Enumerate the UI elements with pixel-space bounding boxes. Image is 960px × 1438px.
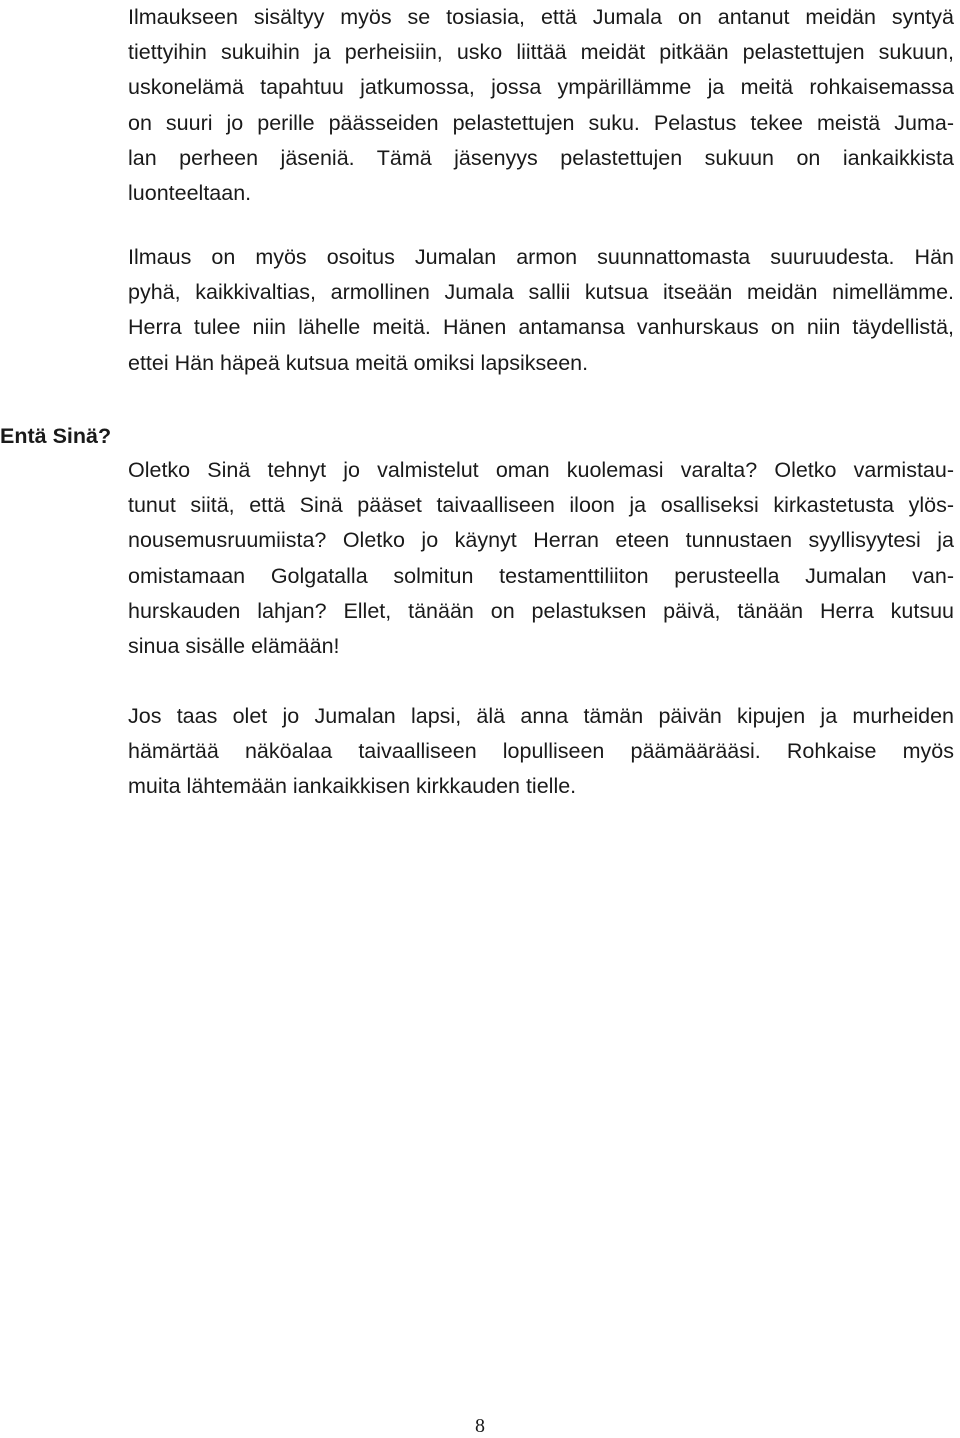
text-line: sinua sisälle elämään!	[128, 633, 340, 658]
page-number: 8	[475, 1415, 485, 1437]
text-line: uskonelämä tapahtuu jatkumossa, jossa ympärillämme ja meitä rohkaisemassa	[128, 75, 954, 100]
text-line: Ilmaukseen sisältyy myös se tosiasia, että Jumala on antanut meidän syntyä	[128, 5, 954, 29]
paragraph-4	[128, 699, 954, 805]
text-line: ettei Hän häpeä kutsua meitä omiksi lapsikseen.	[128, 350, 589, 375]
text-line: Ilmaus on myös osoitus Jumalan armon suunnattomasta suuruudesta. Hän	[128, 245, 954, 269]
text-line: luonteeltaan.	[128, 180, 252, 205]
text-line: muita lähtemään iankaikkisen kirkkauden tielle.	[128, 774, 577, 799]
text-line: Herra tulee niin lähelle meitä. Hänen antamansa vanhurskaus on niin täydellistä,	[128, 315, 954, 340]
paragraph-3	[128, 453, 954, 664]
text-line: tunut siitä, että Sinä pääset taivaalliseen iloon ja osalliseksi kirkastetusta ylös-	[128, 493, 954, 518]
text-line: tiettyihin sukuihin ja perheisiin, usko liittää meidät pitkään pelastettujen sukuun,	[128, 40, 954, 65]
text-line: Oletko Sinä tehnyt jo valmistelut oman kuolemasi varalta? Oletko varmistau-	[128, 458, 954, 482]
text-line: hämärtää näköalaa taivaalliseen lopulliseen päämäärääsi. Rohkaise myös	[128, 739, 954, 764]
text-line: pyhä, kaikkivaltias, armollinen Jumala sallii kutsua itseään meidän nimellämme.	[128, 280, 954, 305]
section-heading: Entä Sinä?	[0, 424, 112, 448]
text-line: on suuri jo perille päässeiden pelastettujen suku. Pelastus tekee meistä Juma-	[128, 110, 954, 135]
text-line: Jos taas olet jo Jumalan lapsi, älä anna tämän päivän kipujen ja murheiden	[128, 704, 954, 728]
paragraph-2	[128, 240, 954, 381]
paragraph-1	[128, 0, 954, 211]
text-line: nousemusruumiista? Oletko jo käynyt Herran eteen tunnustaen syyllisyytesi ja	[128, 528, 954, 553]
text-line: omistamaan Golgatalla solmitun testamenttiliiton perusteella Jumalan van-	[128, 563, 954, 588]
text-line: hurskauden lahjan? Ellet, tänään on pelastuksen päivä, tänään Herra kutsuu	[128, 598, 954, 623]
text-line: lan perheen jäseniä. Tämä jäsenyys pelastettujen sukuun on iankaikkista	[128, 145, 954, 170]
